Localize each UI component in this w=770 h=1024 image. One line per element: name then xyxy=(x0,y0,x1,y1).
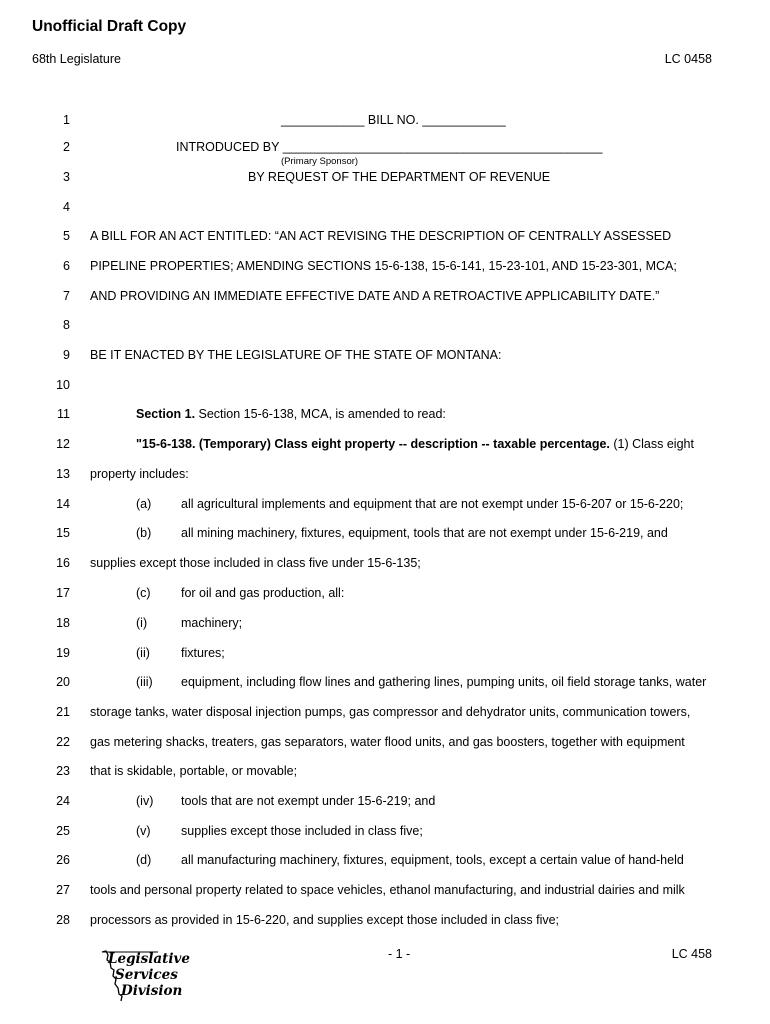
line-number: 21 xyxy=(56,705,70,719)
line-number: 24 xyxy=(56,794,70,808)
line-number: 13 xyxy=(56,467,70,481)
body-line: all agricultural implements and equipment that are not exempt under 15-6-207 or 15-6-220; xyxy=(181,497,684,511)
subsection-label: (i) xyxy=(136,616,148,630)
line-number: 23 xyxy=(56,764,70,778)
statute-text: (1) Class eight xyxy=(609,437,694,451)
bill-title-line: A BILL FOR AN ACT ENTITLED: “AN ACT REVISING THE DESCRIPTION OF CENTRALLY ASSESSED xyxy=(90,229,672,243)
subsection-label: (ii) xyxy=(136,646,150,660)
line-number: 4 xyxy=(63,200,70,214)
statute-heading xyxy=(136,437,694,451)
line-number: 7 xyxy=(63,289,70,303)
line-number: 26 xyxy=(56,853,70,867)
body-line: supplies except those included in class five; xyxy=(181,824,423,838)
section-label: Section 1. xyxy=(136,407,196,421)
subsection-label: (v) xyxy=(136,824,151,838)
line-number: 6 xyxy=(63,259,70,273)
subsection-label: (iii) xyxy=(136,675,153,689)
section-heading xyxy=(136,407,446,421)
subsection-label: (c) xyxy=(136,586,151,600)
lc-code-footer: LC 458 xyxy=(671,947,712,961)
body-line: equipment, including flow lines and gathering lines, pumping units, oil field storage tanks, water xyxy=(181,675,707,689)
logo-line-2: Services xyxy=(115,967,178,983)
line-number: 5 xyxy=(63,229,70,243)
line-number: 14 xyxy=(56,497,70,511)
line-number: 3 xyxy=(63,170,70,184)
subsection-label: (b) xyxy=(136,526,152,540)
body-line: gas metering shacks, treaters, gas separators, water flood units, and gas boosters, together with equipment xyxy=(90,735,685,749)
subsection-label: (d) xyxy=(136,853,152,867)
subsection-label: (a) xyxy=(136,497,152,511)
body-line: storage tanks, water disposal injection pumps, gas compressor and dehydrator units, communication towers, xyxy=(90,705,691,719)
line-number: 2 xyxy=(63,140,70,154)
line-number: 18 xyxy=(56,616,70,630)
primary-sponsor-note: (Primary Sponsor) xyxy=(281,156,359,167)
document-title: Unofficial Draft Copy xyxy=(32,18,187,35)
statute-title: "15-6-138. (Temporary) Class eight property -- description -- taxable percentage. xyxy=(136,437,610,451)
bill-title-line: PIPELINE PROPERTIES; AMENDING SECTIONS 15-6-138, 15-6-141, 15-23-101, AND 15-23-301, MCA; xyxy=(90,259,677,273)
legislature-label: 68th Legislature xyxy=(32,52,121,66)
section-text: Section 15-6-138, MCA, is amended to read: xyxy=(195,407,446,421)
line-number: 25 xyxy=(56,824,70,838)
line-number: 20 xyxy=(56,675,70,689)
page-number: - 1 - xyxy=(388,947,411,961)
body-line: property includes: xyxy=(90,467,189,481)
line-number: 17 xyxy=(56,586,70,600)
logo-line-3: Division xyxy=(121,983,183,999)
line-number: 16 xyxy=(56,556,70,570)
introduced-by-line: INTRODUCED BY ______________________________________________ xyxy=(176,140,603,154)
line-number: 1 xyxy=(63,113,70,127)
body-line: all mining machinery, fixtures, equipment, tools that are not exempt under 15-6-219, and xyxy=(181,526,668,540)
montana-outline-icon xyxy=(98,948,198,1006)
body-line: that is skidable, portable, or movable; xyxy=(90,764,298,778)
bill-title-line: AND PROVIDING AN IMMEDIATE EFFECTIVE DATE AND A RETROACTIVE APPLICABILITY DATE.” xyxy=(90,289,660,303)
line-number: 28 xyxy=(56,913,70,927)
line-number: 9 xyxy=(63,348,70,362)
body-line: tools that are not exempt under 15-6-219; and xyxy=(181,794,436,808)
body-line: processors as provided in 15-6-220, and supplies except those included in class five; xyxy=(90,913,560,927)
line-number: 22 xyxy=(56,735,70,749)
body-line: fixtures; xyxy=(181,646,225,660)
line-number: 11 xyxy=(57,407,70,421)
line-number: 12 xyxy=(56,437,70,451)
body-line: tools and personal property related to space vehicles, ethanol manufacturing, and industrial dairies and milk xyxy=(90,883,685,897)
line-number: 10 xyxy=(56,378,70,392)
bill-number-line: ____________ BILL NO. ____________ xyxy=(281,113,506,127)
line-number: 27 xyxy=(56,883,70,897)
line-number: 19 xyxy=(56,646,70,660)
lc-code-header: LC 0458 xyxy=(664,52,712,66)
body-line: machinery; xyxy=(181,616,243,630)
logo-line-1: Legislative xyxy=(108,951,190,967)
subsection-label: (iv) xyxy=(136,794,154,808)
body-line: for oil and gas production, all: xyxy=(181,586,345,600)
body-line: all manufacturing machinery, fixtures, equipment, tools, except a certain value of hand-held xyxy=(181,853,684,867)
request-line: BY REQUEST OF THE DEPARTMENT OF REVENUE xyxy=(248,170,551,184)
body-line: supplies except those included in class five under 15-6-135; xyxy=(90,556,421,570)
line-number: 8 xyxy=(63,318,70,332)
legislative-services-division-logo xyxy=(98,948,198,1006)
line-number: 15 xyxy=(56,526,70,540)
enacting-clause: BE IT ENACTED BY THE LEGISLATURE OF THE STATE OF MONTANA: xyxy=(90,348,502,362)
